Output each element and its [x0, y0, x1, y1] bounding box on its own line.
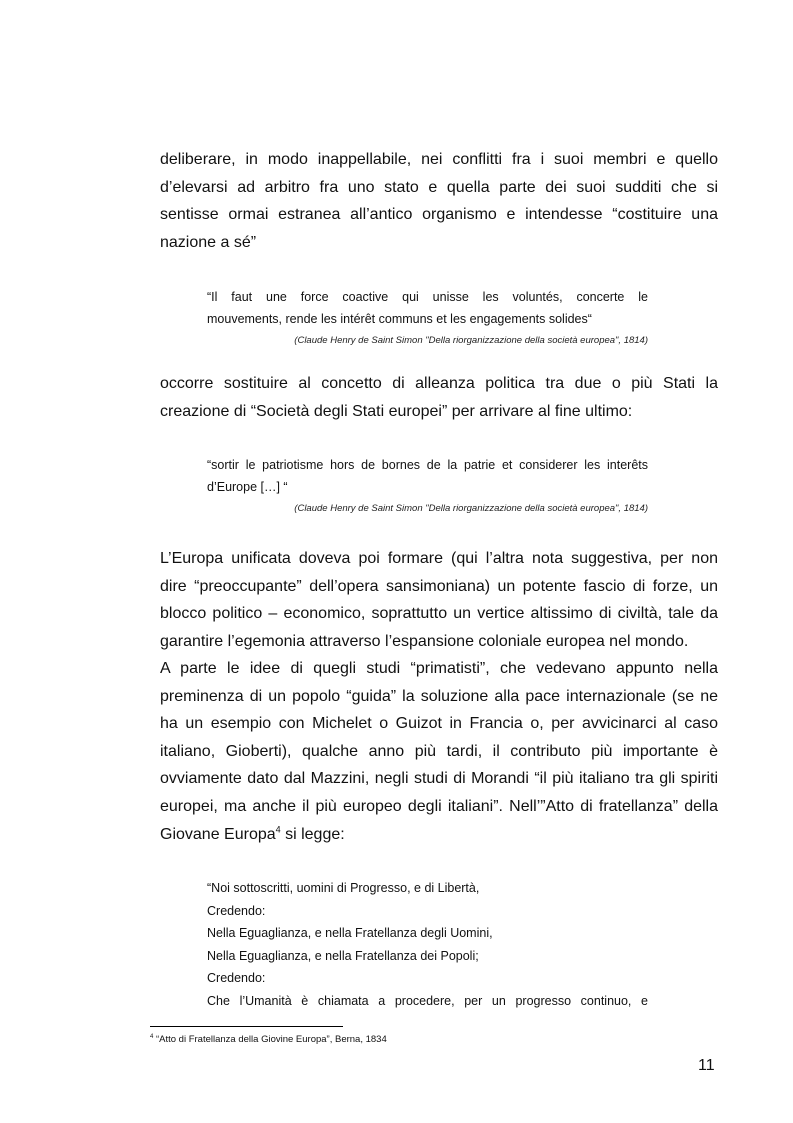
text-fragment: Giovane Europa [160, 825, 276, 843]
quote-1 [207, 286, 648, 330]
text-line: creazione di “Società degli Stati europei” per arrivare al fine ultimo: [160, 402, 633, 420]
text-line: nazione a sé” [160, 233, 257, 251]
text-line: occorre sostituire al concetto di alleanza politica tra due o più Stati la [160, 375, 718, 392]
footnote-number: 4 [150, 1034, 154, 1040]
quote-line: Credendo: [207, 971, 266, 985]
quote-3 [207, 877, 648, 1012]
text-line: sentisse ormai estranea all’antico organismo e intendesse “costituire una [160, 206, 718, 224]
text-line: ovviamente dato dal Mazzini, negli studi di Morandi “il più italiano tra gli spiriti [160, 770, 718, 788]
quote-line: mouvements, rende les intérêt communs et les engagements solides“ [207, 312, 592, 326]
footnote [150, 1034, 387, 1045]
text-line: italiano, Gioberti), qualche anno più tardi, il contributo più importante è [160, 742, 718, 760]
text-line: d’elevarsi ad arbitro fra uno stato e quella parte dei suoi sudditi che si [160, 178, 718, 196]
page-number: 11 [698, 1057, 715, 1074]
quote-2 [207, 454, 648, 498]
text-line: A parte le idee di quegli studi “primatisti”, che vedevano appunto nella [160, 660, 718, 677]
quote-line: Che l’Umanità è chiamata a procedere, per un progresso continuo, e [207, 993, 648, 1008]
quote-line: “sortir le patriotisme hors de bornes de la patrie et considerer les interêts [207, 458, 648, 472]
quote-1-citation: (Claude Henry de Saint Simon "Della riorganizzazione della società europea", 1814) [294, 335, 648, 346]
quote-2-citation: (Claude Henry de Saint Simon "Della riorganizzazione della società europea", 1814) [294, 503, 648, 514]
quote-line: “Il faut une force coactive qui unisse les voluntés, concerte le [207, 290, 648, 304]
paragraph-3 [160, 545, 718, 655]
text-line: europei, ma anche il più europeo degli italiani”. Nell’”Atto di fratellanza” della [160, 797, 718, 815]
quote-line: Nella Eguaglianza, e nella Fratellanza degli Uomini, [207, 926, 493, 940]
paragraph-4 [160, 655, 718, 848]
paragraph-2 [160, 370, 718, 425]
text-line: dire “preoccupante” dell’opera sansimoniana) un potente fascio di forze, un [160, 577, 718, 595]
quote-line: d’Europe […] “ [207, 480, 288, 494]
footnote-text: “Atto di Fratellanza della Giovine Europa”, Berna, 1834 [153, 1034, 387, 1046]
quote-line: “Noi sottoscritti, uomini di Progresso, e di Libertà, [207, 881, 480, 895]
text-line: preminenza di un popolo “guida” la soluzione alla pace internazionale (se ne [160, 687, 718, 705]
text-line: L’Europa unificata doveva poi formare (qui l’altra nota suggestiva, per non [160, 550, 718, 567]
footnote-divider [150, 1026, 343, 1027]
footnote-reference[interactable]: 4 [275, 824, 281, 835]
text-fragment: si legge: [280, 825, 345, 843]
text-line: ha un esempio con Michelet o Guizot in Francia o, per avvicinarci al caso [160, 715, 718, 733]
text-line: garantire l’egemonia attraverso l’espansione coloniale europea nel mondo. [160, 632, 689, 650]
quote-line: Nella Eguaglianza, e nella Fratellanza dei Popoli; [207, 948, 479, 963]
text-line: blocco politico – economico, soprattutto un vertice altissimo di civiltà, tale da [160, 605, 718, 623]
quote-line: Credendo: [207, 903, 266, 918]
text-line [160, 821, 718, 849]
paragraph-1 [160, 146, 718, 256]
text-line: deliberare, in modo inappellabile, nei conflitti fra i suoi membri e quello [160, 151, 718, 168]
